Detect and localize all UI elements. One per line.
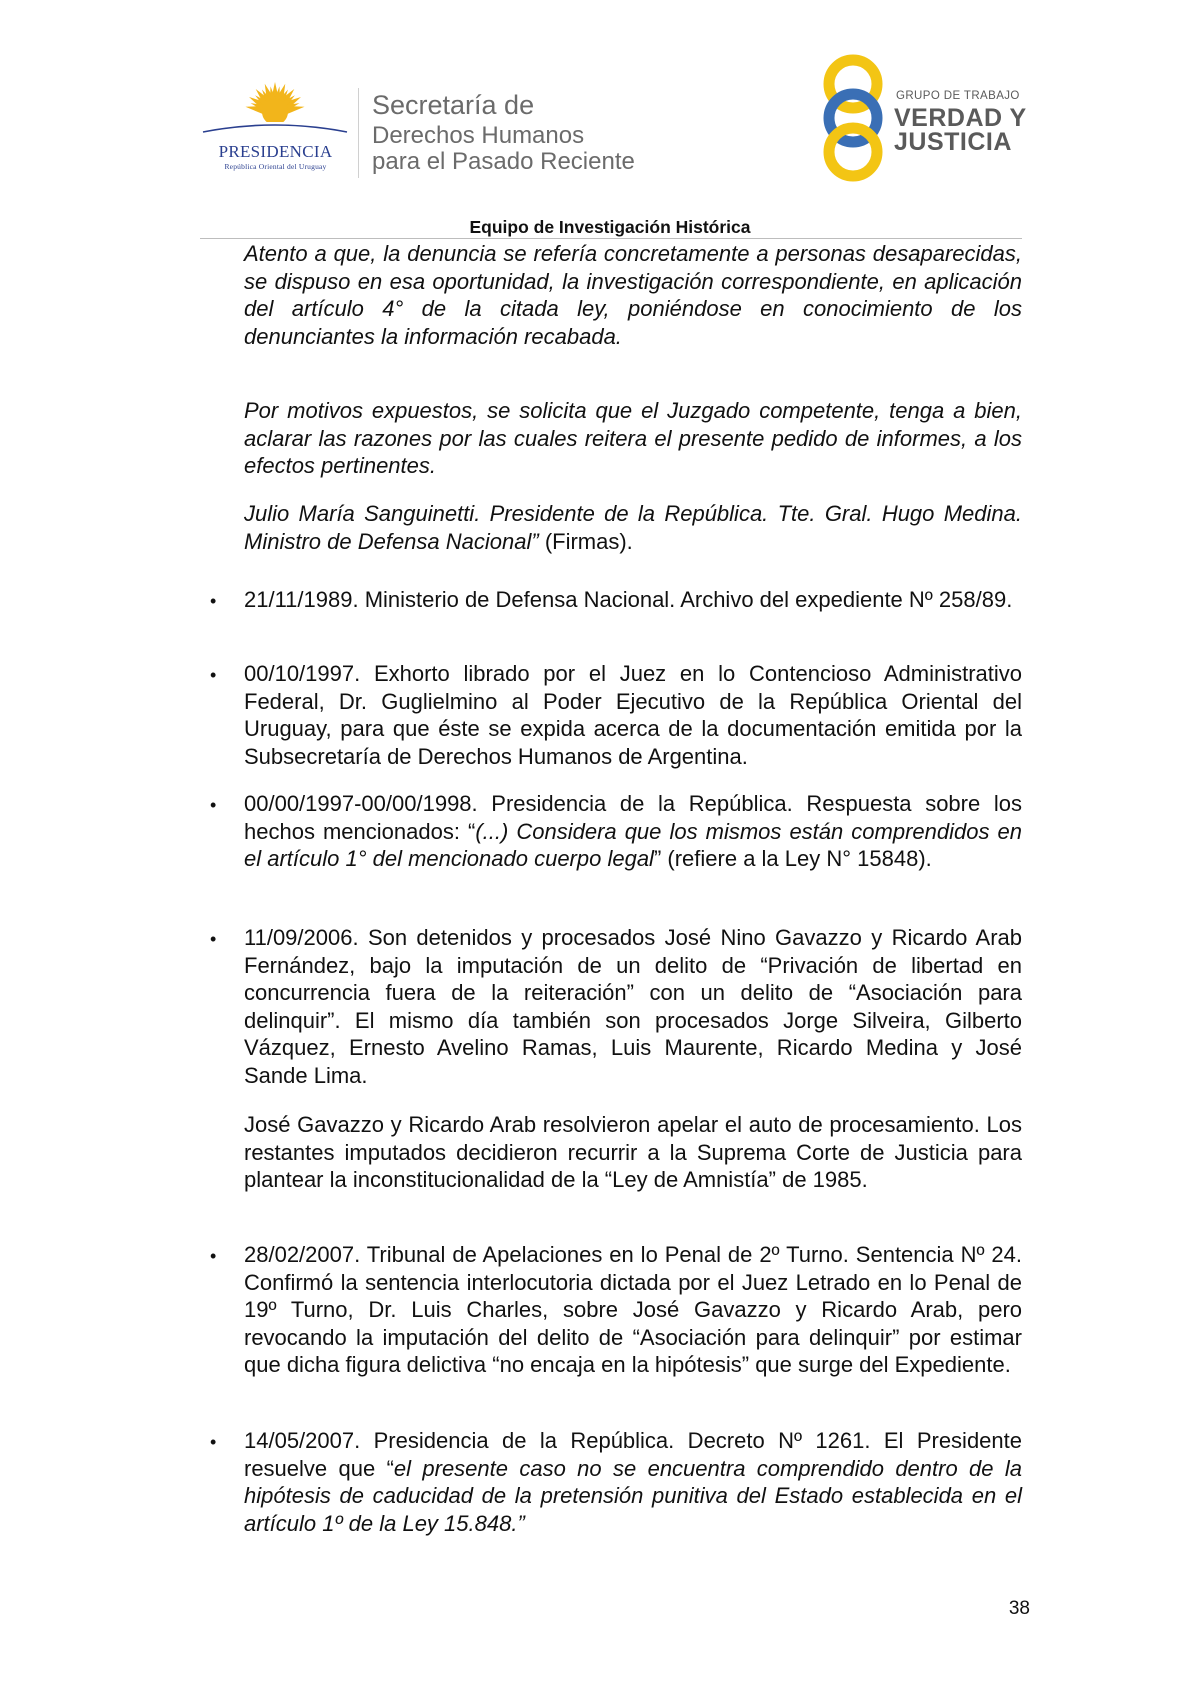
logo-divider <box>358 88 359 178</box>
team-title: Equipo de Investigación Histórica <box>469 217 751 237</box>
page-header <box>0 0 1190 237</box>
list-item-2006: 11/09/2006. Son detenidos y procesados José Nino Gavazzo y Ricardo Arab Fernández, bajo la imputación de un delito de “Privación de libertad en concurrencia fuera de la reiteración” con un delito de “Asociación para delinquir”. El mismo día también son procesados Jorge Silveira, Gilberto Vázquez, Ernesto Avelino Ramas, Luis Maurente, Ricardo Medina y José Sande Lima. <box>244 925 1022 1088</box>
quoted-text: (...) Considera que los mismos están comprendidos en el artículo 1° del mencionado cuerpo legal <box>244 818 1023 872</box>
bullet-icon: • <box>210 591 217 611</box>
quoted-text: el presente caso no se encuentra comprendido dentro de la hipótesis de caducidad de la pretensión punitiva del Estado establecida en el artículo 1º de la Ley 15.848.” <box>244 1455 1023 1536</box>
bullet-icon: • <box>210 665 217 685</box>
presidencia-subtitle: República Oriental del Uruguay <box>224 162 327 171</box>
paragraph-motivos: Por motivos expuestos, se solicita que el Juzgado competente, tenga a bien, aclarar las razones por las cuales reitera el presente pedido de informes, a los efectos pertinentes. <box>244 398 1022 479</box>
list-item-1989: 21/11/1989. Ministerio de Defensa Nacional. Archivo del expediente Nº 258/89. <box>244 587 1013 612</box>
gtvj-title-line-2: JUSTICIA <box>894 128 1012 156</box>
verdad-justicia-rings-logo <box>818 54 888 182</box>
paragraph-firmas <box>244 500 1022 555</box>
list-item-1997-1998 <box>244 790 1022 873</box>
secretaria-line-3: para el Pasado Reciente <box>372 148 635 175</box>
header-rule <box>200 238 1022 239</box>
list-item-text: 14/05/2007. Presidencia de la República. Decreto Nº 1261. El Presidente resuelve que “ <box>244 1428 1022 1481</box>
page-number: 38 <box>1008 1598 1030 1619</box>
bullet-icon: • <box>210 1246 217 1266</box>
list-item-2007-decreto <box>244 1427 1022 1537</box>
list-item-text: ” (refiere a la Ley N° 15848). <box>653 846 932 872</box>
bullet-icon: • <box>210 929 217 949</box>
list-item-1997-exhorto: 00/10/1997. Exhorto librado por el Juez en lo Contencioso Administrativo Federal, Dr. Guglielmino al Poder Ejecutivo de la República Oriental del Uruguay, para que éste se expida acerca de la documentación emitida por la Subsecretaría de Derechos Humanos de Argentina. <box>244 661 1022 769</box>
bullet-icon: • <box>210 1432 217 1452</box>
firmas-note: (Firmas). <box>538 528 633 554</box>
list-item-2006-continuation: José Gavazzo y Ricardo Arab resolvieron apelar el auto de procesamiento. Los restantes imputados decidieron recurrir a la Suprema Corte de Justicia para plantear la inconstitucionalidad de la “Ley de Amnistía” de 1985. <box>244 1112 1022 1193</box>
paragraph-atento: Atento a que, la denuncia se refería concretamente a personas desaparecidas, se dispuso en esa oportunidad, la investigación correspondiente, en aplicación del artículo 4° de la citada ley, poniéndose en conocimiento de los denunciantes la información recabada. <box>244 241 1022 349</box>
gtvj-title-line-1: VERDAD Y <box>894 104 1027 132</box>
list-item-text: 00/00/1997-00/00/1998. Presidencia de la República. Respuesta sobre los hechos mencionados: “ <box>244 791 1022 844</box>
gtvj-subtitle: GRUPO DE TRABAJO <box>896 90 1020 102</box>
signatories-text: Julio María Sanguinetti. Presidente de la República. Tte. Gral. Hugo Medina. Ministro de Defensa Nacional” <box>244 501 1022 554</box>
secretaria-line-2: Derechos Humanos <box>372 122 585 149</box>
presidencia-wordmark: PRESIDENCIA <box>218 142 333 161</box>
bullet-icon: • <box>210 795 217 815</box>
secretaria-line-1: Secretaría de <box>372 90 535 120</box>
list-item-2007-tribunal: 28/02/2007. Tribunal de Apelaciones en lo Penal de 2º Turno. Sentencia Nº 24. Confirmó la sentencia interlocutoria dictada por el Juez Letrado en lo Penal de 19º Turno, Dr. Luis Charles, sobre José Gavazzo y Ricardo Arab, pero revocando la imputación del delito de “Asociación para delinquir” por estimar que dicha figura delictiva “no encaja en la hipótesis” que surge del Expediente. <box>244 1242 1022 1378</box>
